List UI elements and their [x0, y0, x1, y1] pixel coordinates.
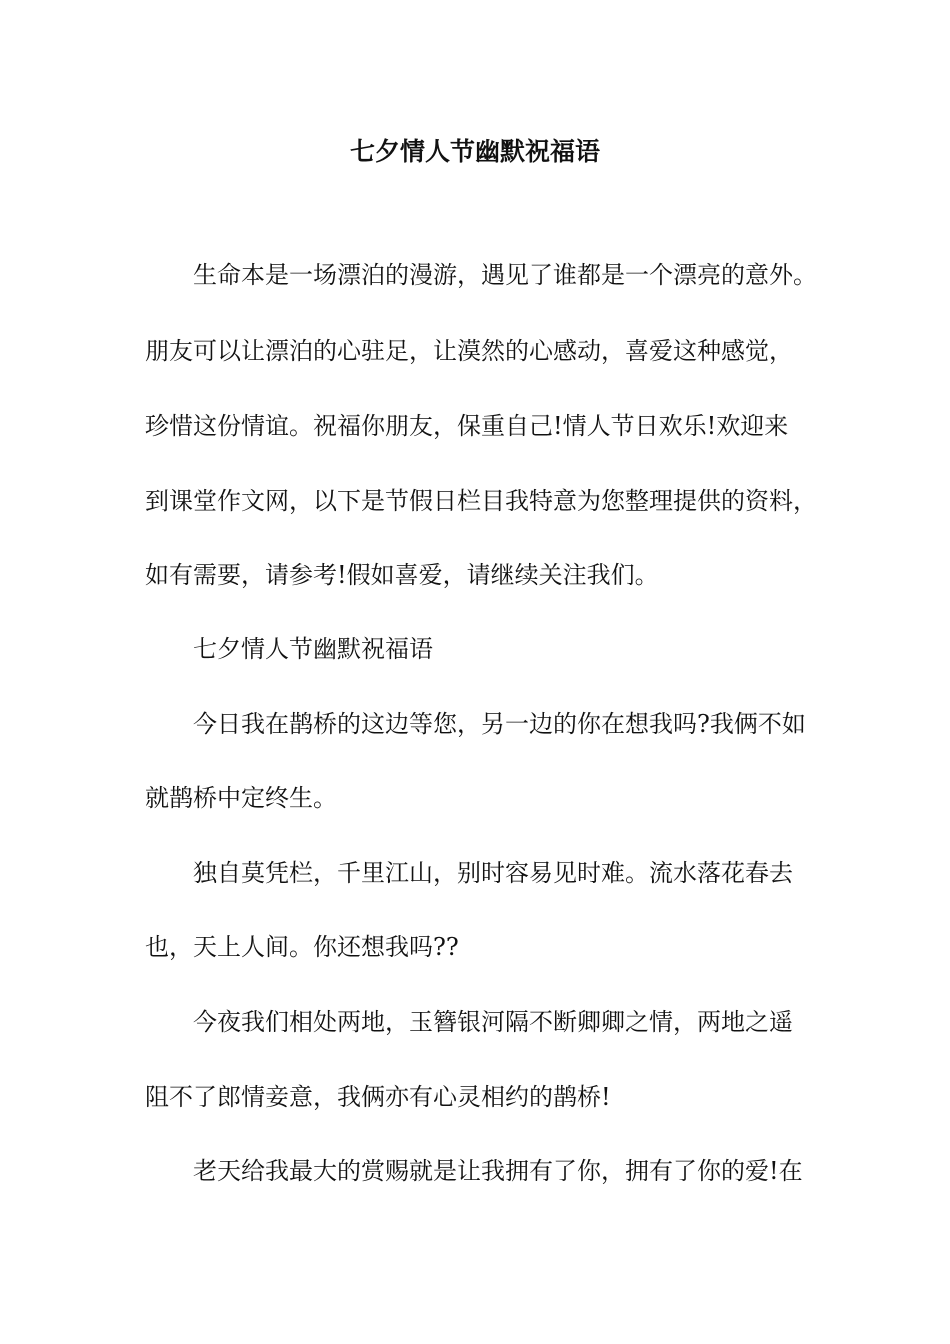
paragraph-line: 也，天上人间。你还想我吗?? — [145, 933, 459, 961]
paragraph-line: 朋友可以让漂泊的心驻足，让漠然的心感动，喜爱这种感觉， — [145, 337, 793, 365]
paragraph-line: 今日我在鹊桥的这边等您，另一边的你在想我吗?我俩不如 — [193, 710, 806, 738]
paragraph-line: 生命本是一场漂泊的漫游，遇见了谁都是一个漂亮的意外。 — [193, 261, 817, 289]
paragraph-line: 今夜我们相处两地，玉簪银河隔不断卿卿之情，两地之遥 — [193, 1008, 793, 1036]
paragraph-line: 就鹊桥中定终生。 — [145, 784, 337, 812]
paragraph-line: 老天给我最大的赏赐就是让我拥有了你，拥有了你的爱!在 — [193, 1157, 803, 1185]
document-title: 七夕情人节幽默祝福语 — [349, 137, 600, 166]
paragraph-line: 阻不了郎情妾意，我俩亦有心灵相约的鹊桥! — [145, 1083, 611, 1111]
paragraph-line: 如有需要，请参考!假如喜爱，请继续关注我们。 — [145, 561, 659, 589]
paragraph-line: 珍惜这份情谊。祝福你朋友，保重自己!情人节日欢乐!欢迎来 — [145, 412, 789, 440]
section-heading: 七夕情人节幽默祝福语 — [193, 635, 433, 663]
paragraph-line: 到课堂作文网，以下是节假日栏目我特意为您整理提供的资料， — [145, 487, 817, 515]
paragraph-line: 独自莫凭栏，千里江山，别时容易见时难。流水落花春去 — [193, 859, 793, 887]
